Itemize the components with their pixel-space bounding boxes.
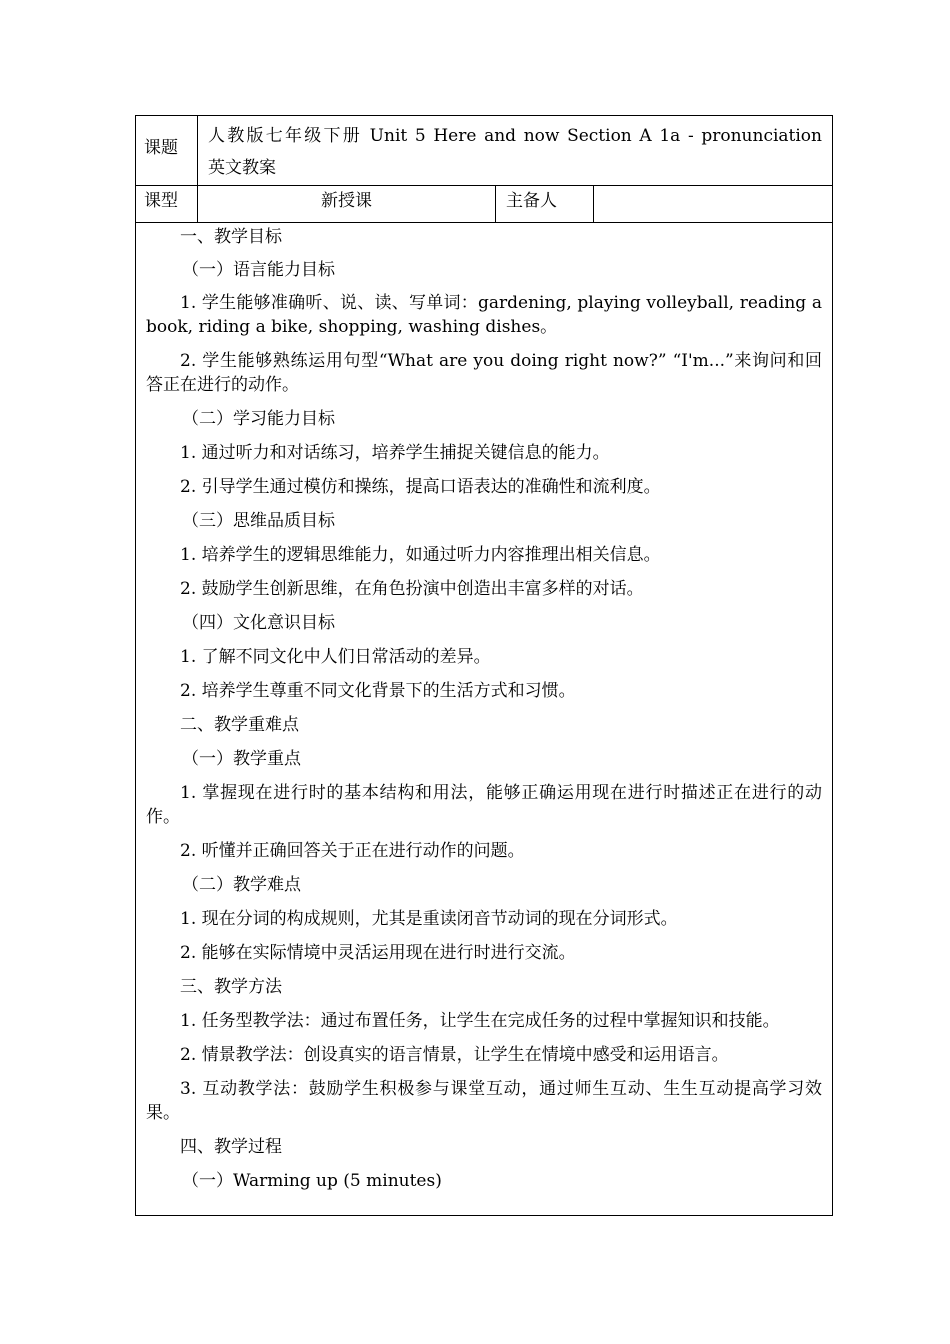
lesson-content xyxy=(136,223,832,1193)
method-paragraph: 1. 任务型教学法：通过布置任务，让学生在完成任务的过程中掌握知识和技能。 xyxy=(180,1011,780,1031)
topic-title-line-2: 英文教案 xyxy=(208,158,276,178)
method-paragraph: 2. 情景教学法：创设真实的语言情景，让学生在情境中感受和运用语言。 xyxy=(180,1045,729,1065)
key-point-paragraph: 1. 掌握现在进行时的基本结构和用法，能够正确运用现在进行时描述正在进行的动作。 xyxy=(146,783,822,827)
objective-paragraph: 1. 通过听力和对话练习，培养学生捕捉关键信息的能力。 xyxy=(180,443,610,463)
lesson-plan-table xyxy=(135,115,833,1216)
heading-teaching-objectives: 一、教学目标 xyxy=(180,227,282,247)
subheading-cultural-awareness: （四）文化意识目标 xyxy=(182,613,335,633)
objective-paragraph: 1. 学生能够准确听、说、读、写单词：gardening, playing volleyball, reading a book, riding a bike, shopping, washing dishes。 xyxy=(146,293,822,337)
subheading-thinking-quality: （三）思维品质目标 xyxy=(182,511,335,531)
subheading-key-points: （一）教学重点 xyxy=(182,749,301,769)
objective-paragraph: 2. 培养学生尊重不同文化背景下的生活方式和习惯。 xyxy=(180,681,576,701)
objective-paragraph: 1. 了解不同文化中人们日常活动的差异。 xyxy=(180,647,491,667)
objective-paragraph: 2. 学生能够熟练运用句型“What are you doing right now?” “I'm...”来询问和回答正在进行的动作。 xyxy=(146,351,822,395)
objective-paragraph: 2. 引导学生通过模仿和操练，提高口语表达的准确性和流利度。 xyxy=(180,477,661,497)
difficult-point-paragraph: 1. 现在分词的构成规则，尤其是重读闭音节动词的现在分词形式。 xyxy=(180,909,678,929)
subheading-learning-ability: （二）学习能力目标 xyxy=(182,409,335,429)
heading-key-difficult-points: 二、教学重难点 xyxy=(180,715,299,735)
subheading-language-ability: （一）语言能力目标 xyxy=(182,260,335,280)
difficult-point-paragraph: 2. 能够在实际情境中灵活运用现在进行时进行交流。 xyxy=(180,943,576,963)
heading-teaching-methods: 三、教学方法 xyxy=(180,977,282,997)
subheading-warming-up: （一）Warming up (5 minutes) xyxy=(182,1171,442,1191)
topic-row xyxy=(136,116,832,186)
method-paragraph: 3. 互动教学法：鼓励学生积极参与课堂互动，通过师生互动、生生互动提高学习效果。 xyxy=(146,1079,822,1123)
subheading-difficult-points: （二）教学难点 xyxy=(182,875,301,895)
type-label-cell xyxy=(136,186,198,222)
topic-value-cell xyxy=(198,116,832,185)
objective-paragraph: 2. 鼓励学生创新思维，在角色扮演中创造出丰富多样的对话。 xyxy=(180,579,644,599)
heading-teaching-process: 四、教学过程 xyxy=(180,1137,282,1157)
key-point-paragraph: 2. 听懂并正确回答关于正在进行动作的问题。 xyxy=(180,841,525,861)
topic-title-line-1: 人教版七年级下册 Unit 5 Here and now Section A 1a - pronunciation xyxy=(208,126,822,146)
owner-value-cell xyxy=(594,186,832,222)
topic-label: 课题 xyxy=(144,138,178,158)
objective-paragraph: 1. 培养学生的逻辑思维能力，如通过听力内容推理出相关信息。 xyxy=(180,545,661,565)
owner-label-cell xyxy=(496,186,594,222)
type-value-cell xyxy=(198,186,496,222)
type-value: 新授课 xyxy=(321,191,372,211)
type-row xyxy=(136,186,832,223)
type-label: 课型 xyxy=(144,191,178,211)
topic-label-cell xyxy=(136,116,198,185)
owner-label: 主备人 xyxy=(506,191,557,211)
